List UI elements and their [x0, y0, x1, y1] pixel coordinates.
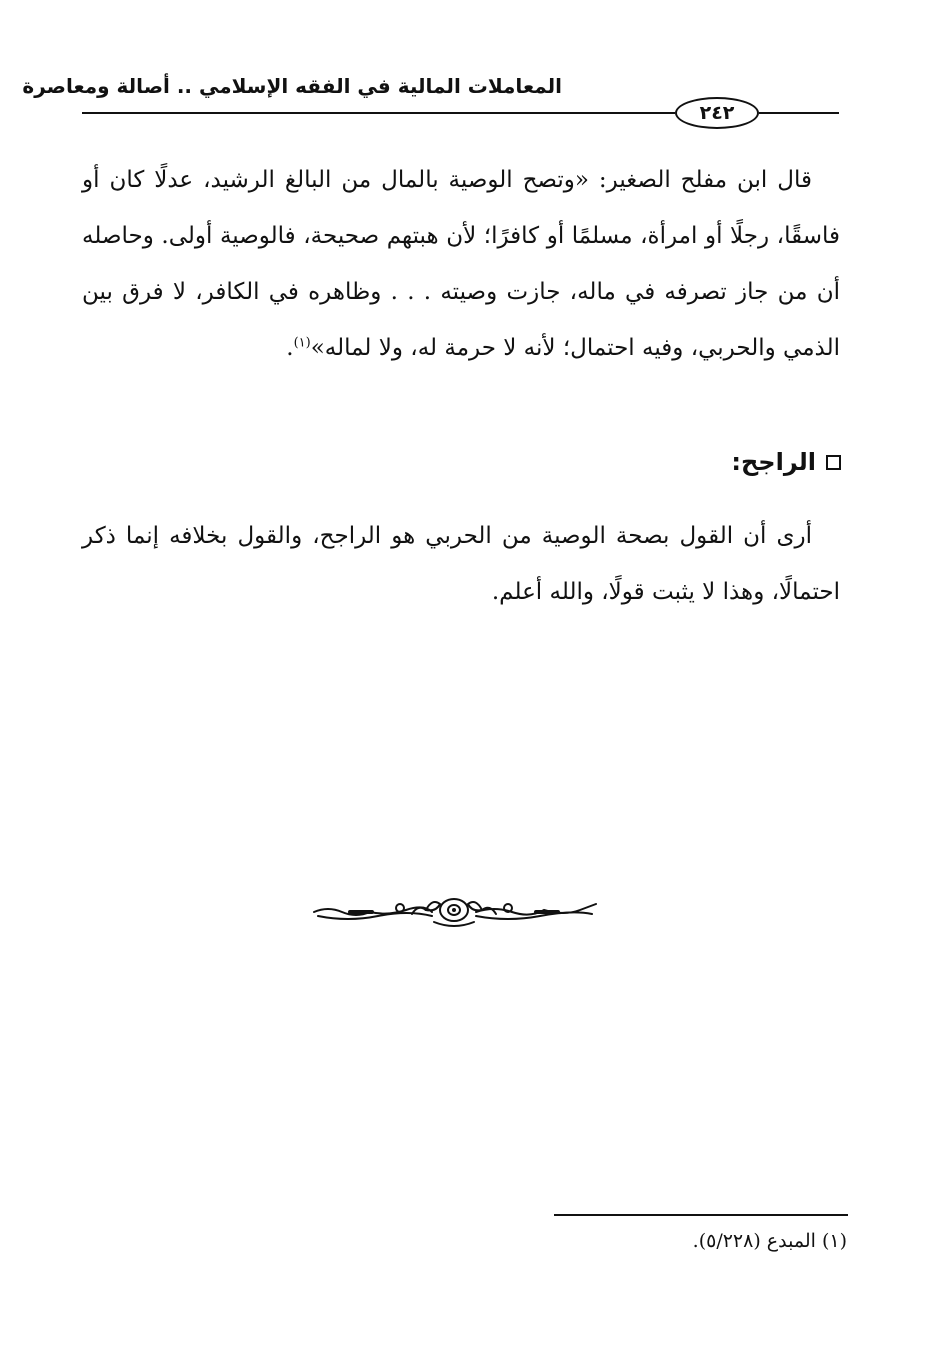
footnote-separator	[554, 1214, 848, 1216]
conclusion-paragraph	[82, 508, 840, 620]
decorative-divider-ornament	[308, 888, 600, 932]
running-header-title: المعاملات المالية في الفقه الإسلامي .. أصالة ومعاصرة	[22, 74, 562, 98]
quote-end-period: .	[286, 335, 294, 361]
footnote-reference: (١)	[293, 335, 311, 351]
section-heading-text: الراجح:	[731, 448, 816, 476]
quote-paragraph	[82, 152, 840, 376]
page-number: ٢٤٢	[675, 97, 759, 129]
header-rule-right	[759, 112, 839, 114]
conclusion-text: أرى أن القول بصحة الوصية من الحربي هو الراجح، والقول بخلافه إنما ذكر احتمالًا، وهذا لا يثبت قولًا، والله أعلم.	[82, 523, 840, 605]
quote-text: قال ابن مفلح الصغير: «وتصح الوصية بالمال من البالغ الرشيد، عدلًا كان أو فاسقًا، رجلًا أو امرأة، مسلمًا أو كافرًا؛ لأن هبتهم صحيحة، فالوصية أولى. وحاصله أن من جاز تصرفه في ماله، جازت وصيته . . . وظاهره في الكافر، لا فرق بين الذمي والحربي، وفيه احتمال؛ لأنه لا حرمة له، ولا لماله»	[82, 167, 840, 361]
section-heading	[731, 448, 841, 476]
footnote-text: (١) المبدع (٥/٢٢٨).	[692, 1230, 847, 1252]
header-rule-left	[82, 112, 675, 114]
square-bullet-icon	[826, 455, 841, 470]
